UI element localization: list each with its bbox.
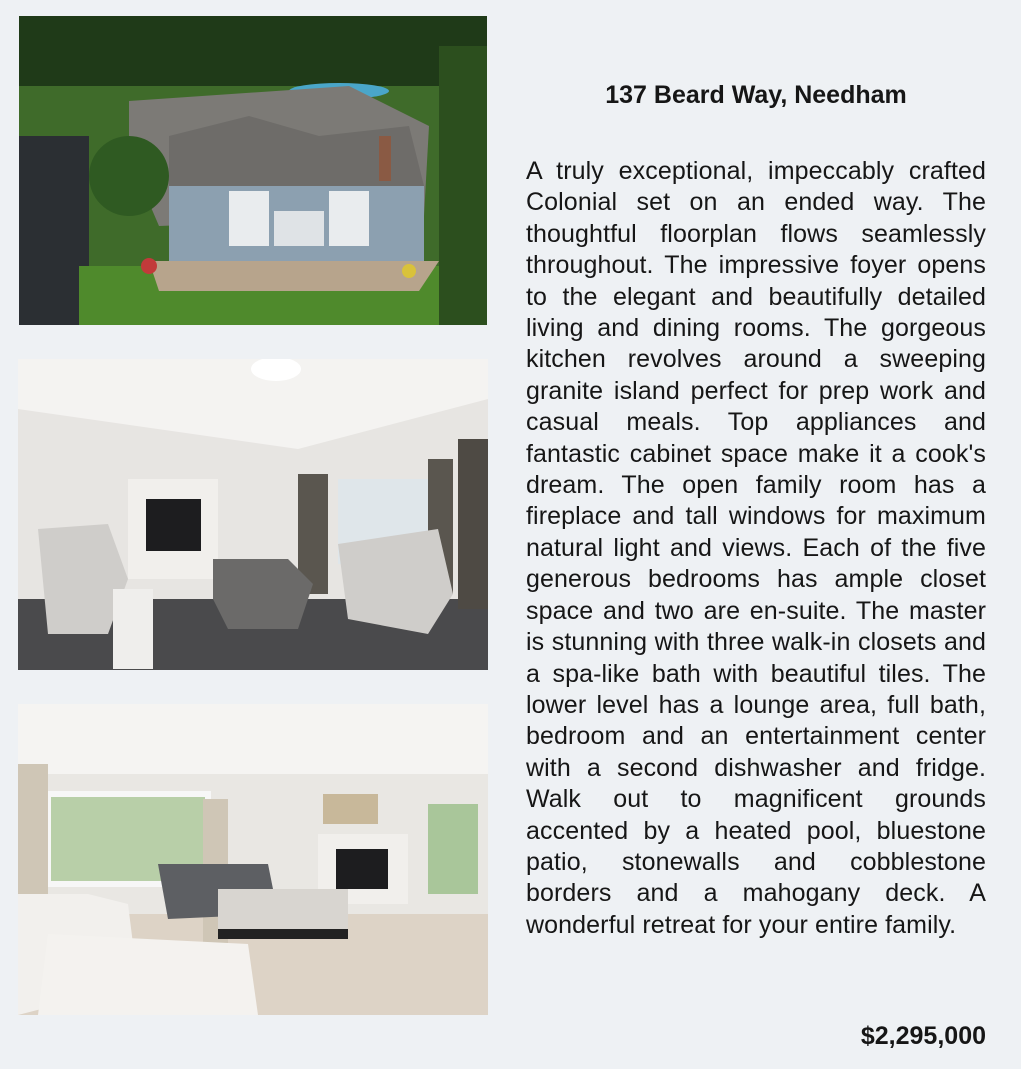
listing-description: A truly exceptional, impeccably crafted Colonial set on an ended way. The thoughtful floorplan flows seamlessly throughout. The impressive foyer opens to the elegant and beautifully detailed living and dining rooms. The gorgeous kitchen revolves around a sweeping granite island perfect for prep work and casual meals. Top appliances and fantastic cabinet space make it a cook's dream. The open family room has a fireplace and tall windows for maximum natural light and views. Each of the five generous bedrooms has ample closet space and two are en-suite. The master is stunning with three walk-in closets and a spa-like bath with beautiful tiles. The lower level has a lounge area, full bath, bedroom and an entertainment center with a second dishwasher and fridge. Walk out to magnificent grounds accented by a heated pool, bluestone patio, stonewalls and cobblestone borders and a mahogany deck. A wonderful retreat for your entire family. xyxy=(526,157,986,939)
living-room-photo xyxy=(18,359,488,670)
listing-address-title: 137 Beard Way, Needham xyxy=(605,81,907,109)
family-room-photo xyxy=(18,704,488,1015)
aerial-exterior-photo xyxy=(19,16,487,325)
listing-text xyxy=(526,78,986,941)
listing-price: $2,295,000 xyxy=(860,1022,986,1050)
